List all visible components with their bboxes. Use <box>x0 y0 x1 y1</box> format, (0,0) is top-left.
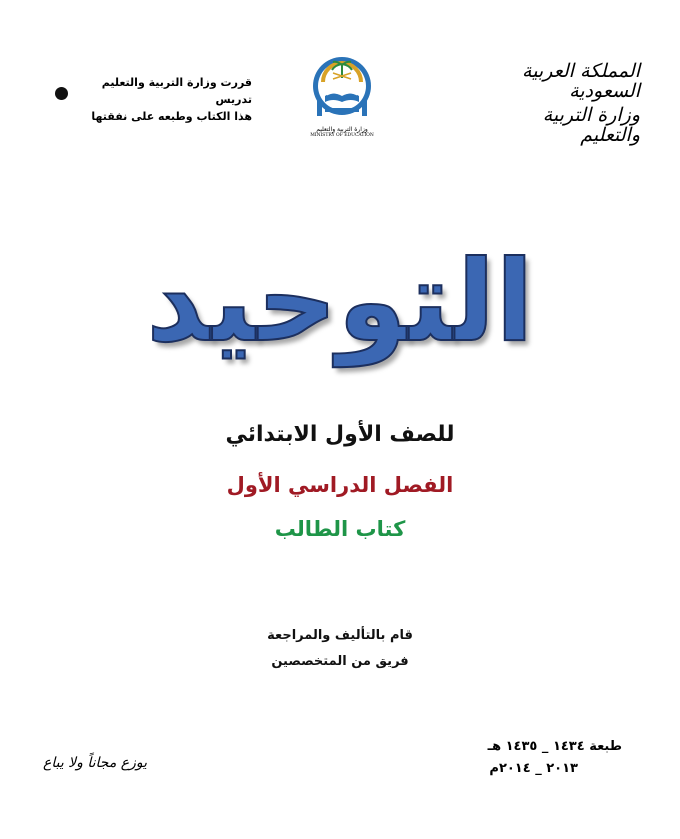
authors-line-2: فريق من المتخصصين <box>271 654 409 669</box>
authors-line-1: قام بالتأليف والمراجعة <box>267 628 413 643</box>
bullet-dot-icon <box>55 87 68 100</box>
decree-line-2: هذا الكتاب وطبعه على نفقتها <box>91 110 252 123</box>
kingdom-name: المملكة العربية السعودية <box>522 60 640 102</box>
edition-hijri: طبعة ١٤٣٤ _ ١٤٣٥ هـ <box>487 739 622 754</box>
ministry-name: وزارة التربية والتعليم <box>542 103 640 146</box>
logo-caption-english: MINISTRY OF EDUCATION <box>310 133 374 138</box>
ministry-emblem-icon <box>311 52 373 124</box>
authors-credit <box>230 623 450 675</box>
decree-statement <box>90 74 252 125</box>
distribution-note: يوزع مجاناً ولا يباع <box>42 755 148 771</box>
edition-gregorian: ٢٠١٣ _ ٢٠١٤م <box>489 761 578 776</box>
grade-level: للصف الأول الابتدائي <box>225 422 455 447</box>
book-title: التوحيد <box>146 237 534 367</box>
kingdom-header <box>480 62 640 146</box>
decree-line-1: قررت وزارة التربية والتعليم تدريس <box>101 76 252 106</box>
semester-label: الفصل الدراسي الأول <box>226 473 454 497</box>
ministry-logo <box>308 52 376 142</box>
edition-info <box>452 736 622 780</box>
book-type-label: كتاب الطالب <box>274 517 406 541</box>
logo-caption-arabic: وزارة التربية والتعليم <box>316 126 368 133</box>
